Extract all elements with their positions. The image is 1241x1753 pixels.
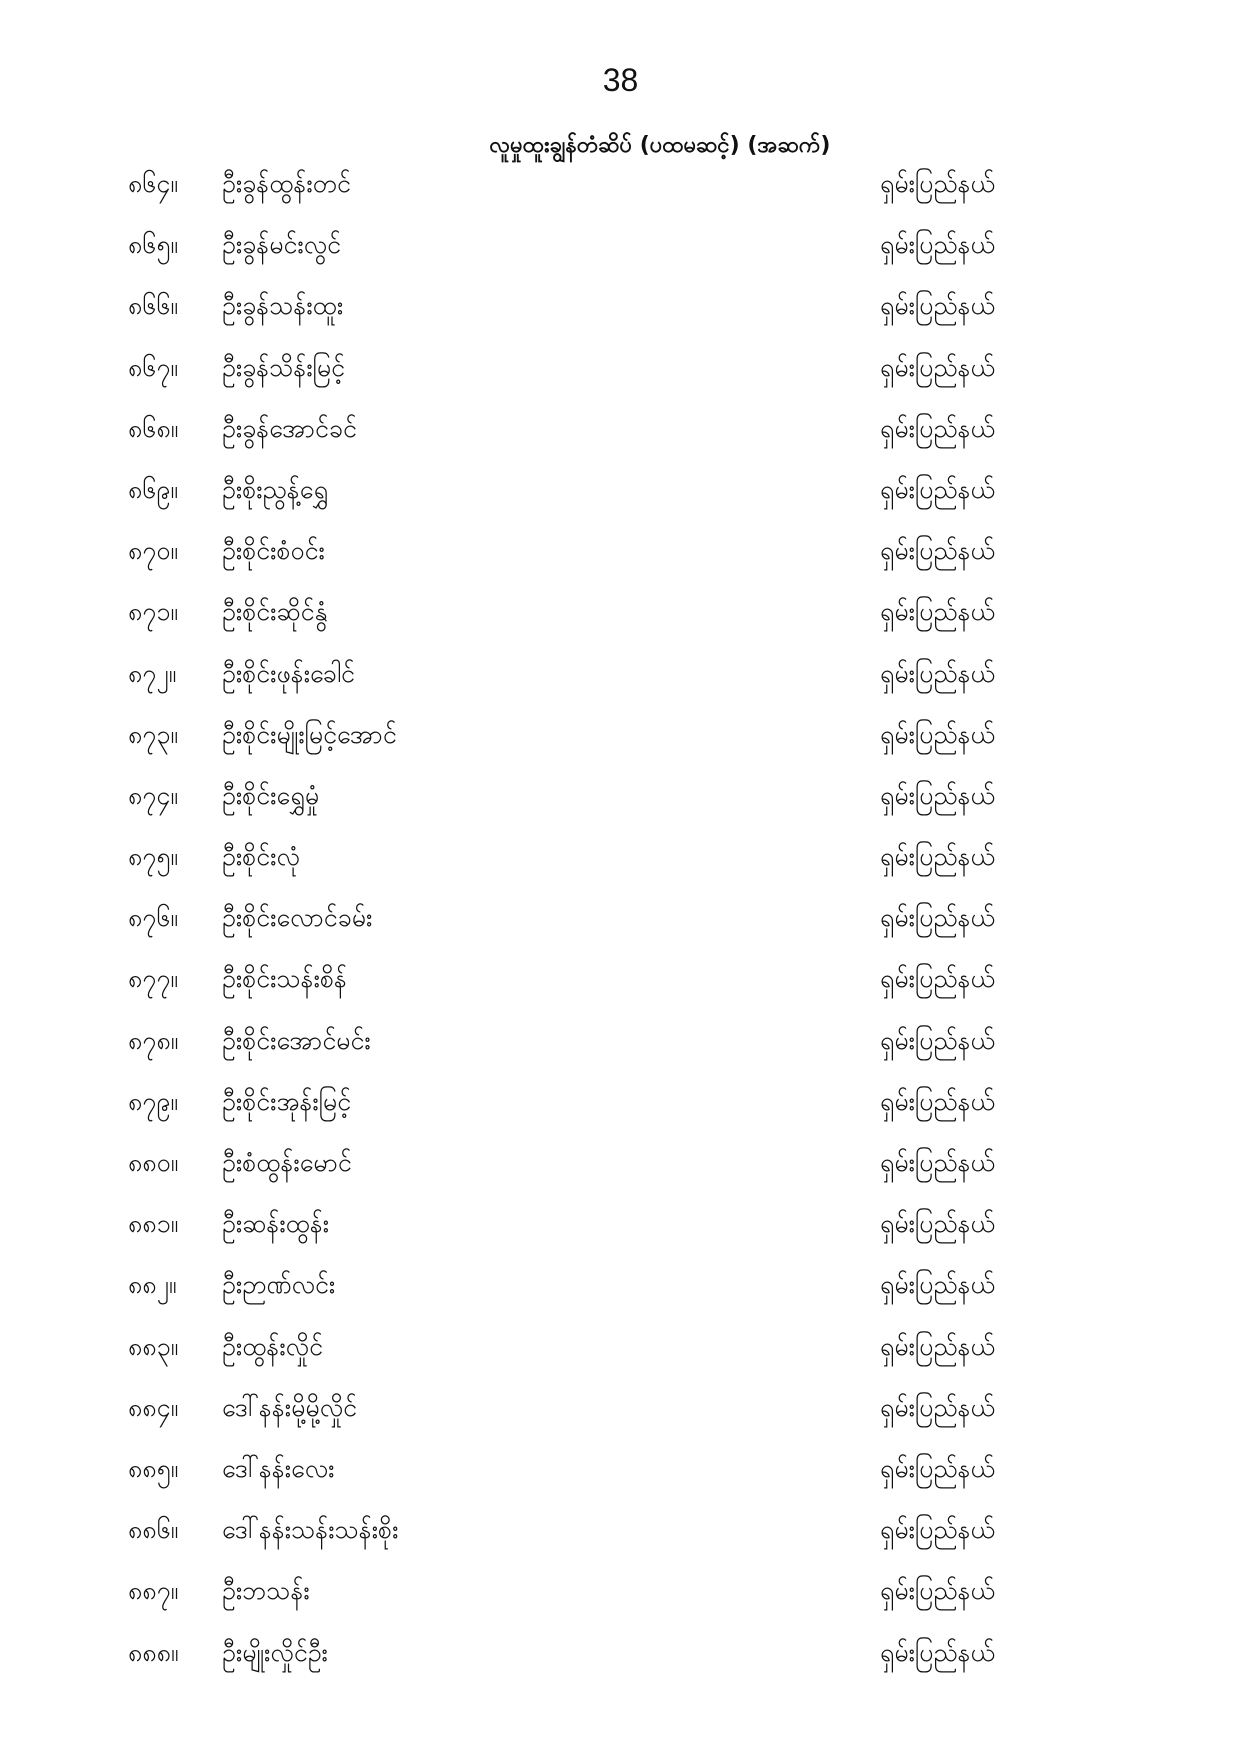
- entry-number: ၈၇၈။: [128, 1025, 179, 1055]
- entry-region: ရှမ်းပြည်နယ်: [880, 597, 995, 627]
- list-item: [0, 160, 1241, 221]
- entry-region: ရှမ်းပြည်နယ်: [880, 1025, 995, 1055]
- list-item: [0, 527, 1241, 588]
- entry-number: ၈၈၅။: [128, 1453, 179, 1483]
- entry-name: ဒေါ်နန်းသန်းသန်းစိုး: [222, 1515, 399, 1545]
- entry-region: ရှမ်းပြည်နယ်: [880, 474, 995, 504]
- entry-number: ၈၆၄။: [128, 169, 178, 198]
- entry-name: ဦးစိုင်းအောင်မင်း: [222, 1025, 371, 1055]
- entry-number: ၈၈၃။: [128, 1331, 179, 1361]
- entry-number: ၈၇၅။: [128, 842, 178, 872]
- list-item: [0, 405, 1241, 466]
- entry-number: ၈၇၆။: [128, 903, 178, 933]
- entry-number: ၈၇၄။: [128, 780, 178, 810]
- entry-region: ရှမ်းပြည်နယ်: [880, 1515, 995, 1545]
- entry-number: ၈၈၈။: [128, 1637, 179, 1667]
- page-number: 38: [602, 62, 639, 98]
- entry-region: ရှမ်းပြည်နယ်: [880, 291, 995, 321]
- entry-region: ရှမ်းပြည်နယ်: [880, 658, 995, 688]
- entry-region: ရှမ်းပြည်နယ်: [880, 780, 995, 810]
- list-item: [0, 221, 1241, 282]
- entry-region: ရှမ်းပြည်နယ်: [880, 903, 995, 933]
- entry-name: ဦးစိုင်းစံဝင်း: [222, 536, 325, 566]
- entry-name: ဒေါ်နန်းမို့မို့လှိုင်: [222, 1392, 358, 1422]
- entry-name: ဦးစိုင်းလုံ: [222, 842, 300, 872]
- entry-name: ဦးစိုင်းရွှေမှုံ: [222, 780, 320, 810]
- entry-name: ဦးဉာဏ်လင်း: [222, 1270, 336, 1300]
- entry-name: ဦးစိုင်းသန်းစိန်: [222, 964, 347, 994]
- entry-number: ၈၇၃။: [128, 719, 178, 749]
- entry-name: ဦးစိုင်းအုန်းမြင့်: [222, 1086, 352, 1116]
- list-item: [0, 1139, 1241, 1200]
- list-item: [0, 955, 1241, 1016]
- list-item: [0, 1629, 1241, 1690]
- list-item: [0, 1445, 1241, 1506]
- entry-region: ရှမ်းပြည်နယ်: [880, 1453, 995, 1483]
- entry-number: ၈၆၇။: [128, 352, 178, 382]
- list-item: [0, 772, 1241, 833]
- section-title: လူမှုထူးချွန်တံဆိပ် (ပထမဆင့်) (အဆက်): [489, 133, 831, 158]
- entry-number: ၈၈၀။: [128, 1148, 179, 1177]
- entry-region: ရှမ်းပြည်နယ်: [880, 1392, 995, 1422]
- entry-region: ရှမ်းပြည်နယ်: [880, 169, 995, 198]
- entry-name: ဦးစိုင်းဖုန်းခေါင်: [222, 658, 355, 688]
- list-item: [0, 588, 1241, 649]
- entry-region: ရှမ်းပြည်နယ်: [880, 1209, 995, 1239]
- entry-list: [0, 160, 1241, 1690]
- entry-number: ၈၈၆။: [128, 1515, 179, 1545]
- entry-name: ဦးခွန်မင်းလွင်: [222, 230, 342, 260]
- entry-region: ရှမ်းပြည်နယ်: [880, 352, 995, 382]
- entry-number: ၈၇၉။: [128, 1086, 178, 1116]
- entry-number: ၈၆၉။: [128, 474, 178, 504]
- entry-name: ဦးထွန်းလှိုင်: [222, 1331, 323, 1361]
- list-item: [0, 466, 1241, 527]
- entry-number: ၈၆၆။: [128, 291, 178, 321]
- entry-name: ဦးဆန်းထွန်း: [222, 1209, 330, 1239]
- entry-region: ရှမ်းပြည်နယ်: [880, 413, 995, 443]
- entry-name: ဦးစံထွန်းမောင်: [222, 1148, 352, 1177]
- entry-name: ဦးခွန်အောင်ခင်: [222, 413, 357, 443]
- entry-number: ၈၆၅။: [128, 230, 178, 260]
- entry-name: ဦးမျိုးလှိုင်ဦး: [222, 1637, 328, 1667]
- entry-number: ၈၇၀။: [128, 536, 178, 566]
- entry-name: ဦးခွန်သိန်းမြင့်: [222, 352, 346, 382]
- list-item: [0, 650, 1241, 711]
- entry-region: ရှမ်းပြည်နယ်: [880, 1270, 995, 1300]
- entry-number: ၈၈၇။: [128, 1576, 179, 1606]
- entry-number: ၈၇၂။: [128, 658, 177, 688]
- entry-region: ရှမ်းပြည်နယ်: [880, 230, 995, 260]
- entry-region: ရှမ်းပြည်နယ်: [880, 964, 995, 994]
- list-item: [0, 894, 1241, 955]
- entry-name: ဦးခွန်သန်းထူး: [222, 291, 344, 321]
- list-item: [0, 1261, 1241, 1322]
- entry-name: ဦးစိုင်းမျိုးမြင့်အောင်: [222, 719, 397, 749]
- list-item: [0, 1323, 1241, 1384]
- list-item: [0, 1506, 1241, 1567]
- list-item: [0, 1017, 1241, 1078]
- list-item: [0, 344, 1241, 405]
- entry-name: ဒေါ်နန်းလေး: [222, 1453, 335, 1483]
- entry-name: ဦးစိုင်းလောင်ခမ်း: [222, 903, 373, 933]
- entry-name: ဦးစိုးညွန့်ရွှေ: [222, 474, 329, 504]
- list-item: [0, 1567, 1241, 1628]
- entry-region: ရှမ်းပြည်နယ်: [880, 1576, 995, 1606]
- list-item: [0, 1200, 1241, 1261]
- entry-number: ၈၇၇။: [128, 964, 178, 994]
- entry-region: ရှမ်းပြည်နယ်: [880, 1148, 995, 1177]
- entry-region: ရှမ်းပြည်နယ်: [880, 536, 995, 566]
- entry-name: ဦးစိုင်းဆိုင်နွံ: [222, 597, 328, 627]
- entry-number: ၈၈၁။: [128, 1209, 179, 1239]
- entry-number: ၈၇၁။: [128, 597, 178, 627]
- list-item: [0, 282, 1241, 343]
- list-item: [0, 833, 1241, 894]
- entry-name: ဦးဘသန်း: [222, 1576, 310, 1606]
- list-item: [0, 1384, 1241, 1445]
- entry-region: ရှမ်းပြည်နယ်: [880, 1637, 995, 1667]
- entry-number: ၈၈၂။: [128, 1270, 177, 1300]
- list-item: [0, 1078, 1241, 1139]
- entry-region: ရှမ်းပြည်နယ်: [880, 842, 995, 872]
- list-item: [0, 711, 1241, 772]
- entry-region: ရှမ်းပြည်နယ်: [880, 719, 995, 749]
- entry-region: ရှမ်းပြည်နယ်: [880, 1086, 995, 1116]
- entry-number: ၈၈၄။: [128, 1392, 179, 1422]
- entry-name: ဦးခွန်ထွန်းတင်: [222, 169, 351, 198]
- entry-region: ရှမ်းပြည်နယ်: [880, 1331, 995, 1361]
- entry-number: ၈၆၈။: [128, 413, 179, 443]
